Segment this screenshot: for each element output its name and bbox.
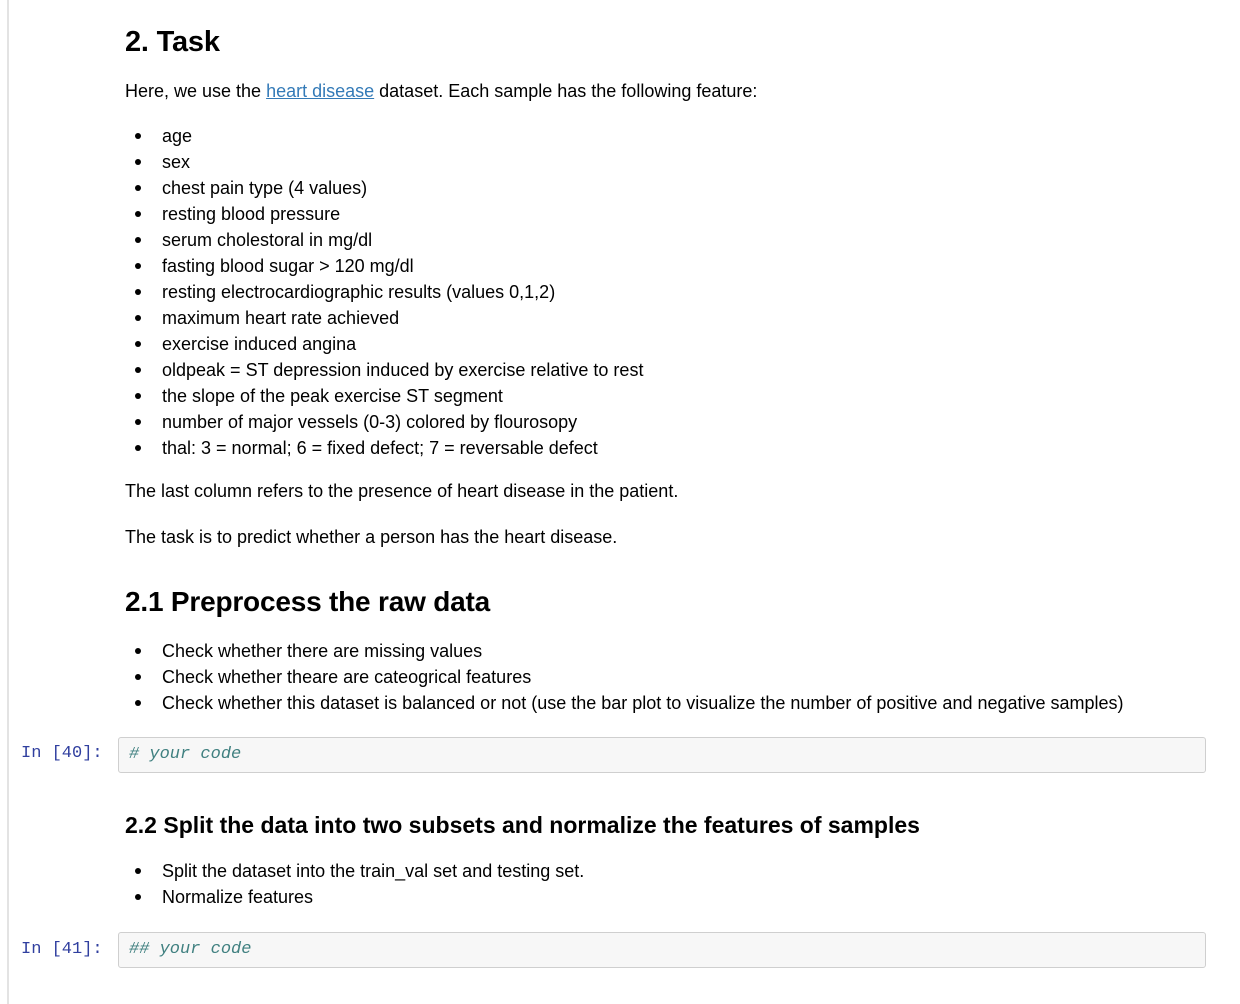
list-item — [125, 409, 1215, 435]
list-item — [125, 305, 1215, 331]
feature-list — [125, 123, 1215, 461]
task-intro-paragraph — [125, 78, 1215, 104]
bullet-icon — [135, 868, 141, 874]
list-item — [125, 383, 1215, 409]
intro-text-before: Here, we use the — [125, 81, 267, 101]
bullet-icon — [135, 445, 141, 451]
list-item-text: Check whether theare are cateogrical features — [162, 667, 532, 687]
preprocess-list-container — [125, 638, 1215, 716]
intro-text-after: dataset. Each sample has the following feature: — [374, 81, 758, 101]
bullet-icon — [135, 185, 141, 191]
list-item-text: oldpeak = ST depression induced by exercise relative to rest — [162, 360, 644, 380]
list-item-text: the slope of the peak exercise ST segment — [162, 386, 503, 406]
input-prompt-41: In [41]: — [21, 940, 103, 959]
list-item-text: number of major vessels (0-3) colored by flourosopy — [162, 412, 578, 432]
list-item-text: age — [162, 126, 193, 146]
bullet-icon — [135, 648, 141, 654]
bullet-icon — [135, 315, 141, 321]
split-list — [125, 858, 1215, 910]
bullet-icon — [135, 367, 141, 373]
markdown-cell-split[interactable] — [125, 812, 1215, 839]
list-item — [125, 279, 1215, 305]
list-item-text: fasting blood sugar > 120 mg/dl — [162, 256, 414, 276]
section-title-task: 2. Task — [125, 26, 220, 58]
list-item-text: maximum heart rate achieved — [162, 308, 400, 328]
task-note — [125, 524, 1215, 550]
bullet-icon — [135, 237, 141, 243]
bullet-icon — [135, 133, 141, 139]
list-item — [125, 435, 1215, 461]
input-prompt-40: In [40]: — [21, 744, 103, 763]
last-column-paragraph: The last column refers to the presence of heart disease in the patient. — [125, 481, 679, 501]
section-title-split: 2.2 Split the data into two subsets and normalize the features of samples — [125, 812, 920, 838]
list-item — [125, 664, 1215, 690]
bullet-icon — [135, 700, 141, 706]
heart-disease-link[interactable]: heart disease — [266, 81, 375, 101]
list-item-text: resting electrocardiographic results (values 0,1,2) — [162, 282, 556, 302]
markdown-cell-task[interactable] — [125, 26, 1215, 59]
list-item — [125, 884, 1215, 910]
task-intro — [125, 78, 1215, 104]
list-item — [125, 253, 1215, 279]
list-item — [125, 149, 1215, 175]
list-item-text: Check whether there are missing values — [162, 641, 483, 661]
section-title-preprocess: 2.1 Preprocess the raw data — [125, 586, 490, 617]
list-item — [125, 175, 1215, 201]
bullet-icon — [135, 211, 141, 217]
bullet-icon — [135, 894, 141, 900]
list-item-text: thal: 3 = normal; 6 = fixed defect; 7 = reversable defect — [162, 438, 598, 458]
list-item-text: Normalize features — [162, 887, 314, 907]
list-item-text: sex — [162, 152, 191, 172]
list-item-text: Split the dataset into the train_val set and testing set. — [162, 861, 585, 881]
list-item-text: chest pain type (4 values) — [162, 178, 368, 198]
list-item — [125, 858, 1215, 884]
list-item — [125, 201, 1215, 227]
list-item-text: serum cholestoral in mg/dl — [162, 230, 373, 250]
preprocess-list — [125, 638, 1215, 716]
bullet-icon — [135, 263, 141, 269]
last-column-note — [125, 478, 1215, 504]
list-item — [125, 690, 1215, 716]
code-cell-40[interactable] — [118, 737, 1206, 773]
list-item — [125, 331, 1215, 357]
split-list-container — [125, 858, 1215, 910]
code-comment: ## your code — [129, 940, 252, 959]
bullet-icon — [135, 289, 141, 295]
code-cell-41[interactable] — [118, 932, 1206, 968]
code-comment: # your code — [129, 745, 242, 764]
bullet-icon — [135, 674, 141, 680]
bullet-icon — [135, 393, 141, 399]
list-item — [125, 638, 1215, 664]
cell-selection-rule — [7, 0, 9, 1004]
list-item — [125, 123, 1215, 149]
bullet-icon — [135, 341, 141, 347]
list-item — [125, 357, 1215, 383]
bullet-icon — [135, 419, 141, 425]
list-item-text: exercise induced angina — [162, 334, 357, 354]
markdown-cell-preprocess[interactable] — [125, 586, 1215, 618]
bullet-icon — [135, 159, 141, 165]
task-note-paragraph: The task is to predict whether a person has the heart disease. — [125, 527, 618, 547]
list-item-text: resting blood pressure — [162, 204, 341, 224]
feature-list-container — [125, 123, 1215, 461]
list-item — [125, 227, 1215, 253]
list-item-text: Check whether this dataset is balanced or not (use the bar plot to visualize the number of positive and negative samples) — [162, 693, 1124, 713]
